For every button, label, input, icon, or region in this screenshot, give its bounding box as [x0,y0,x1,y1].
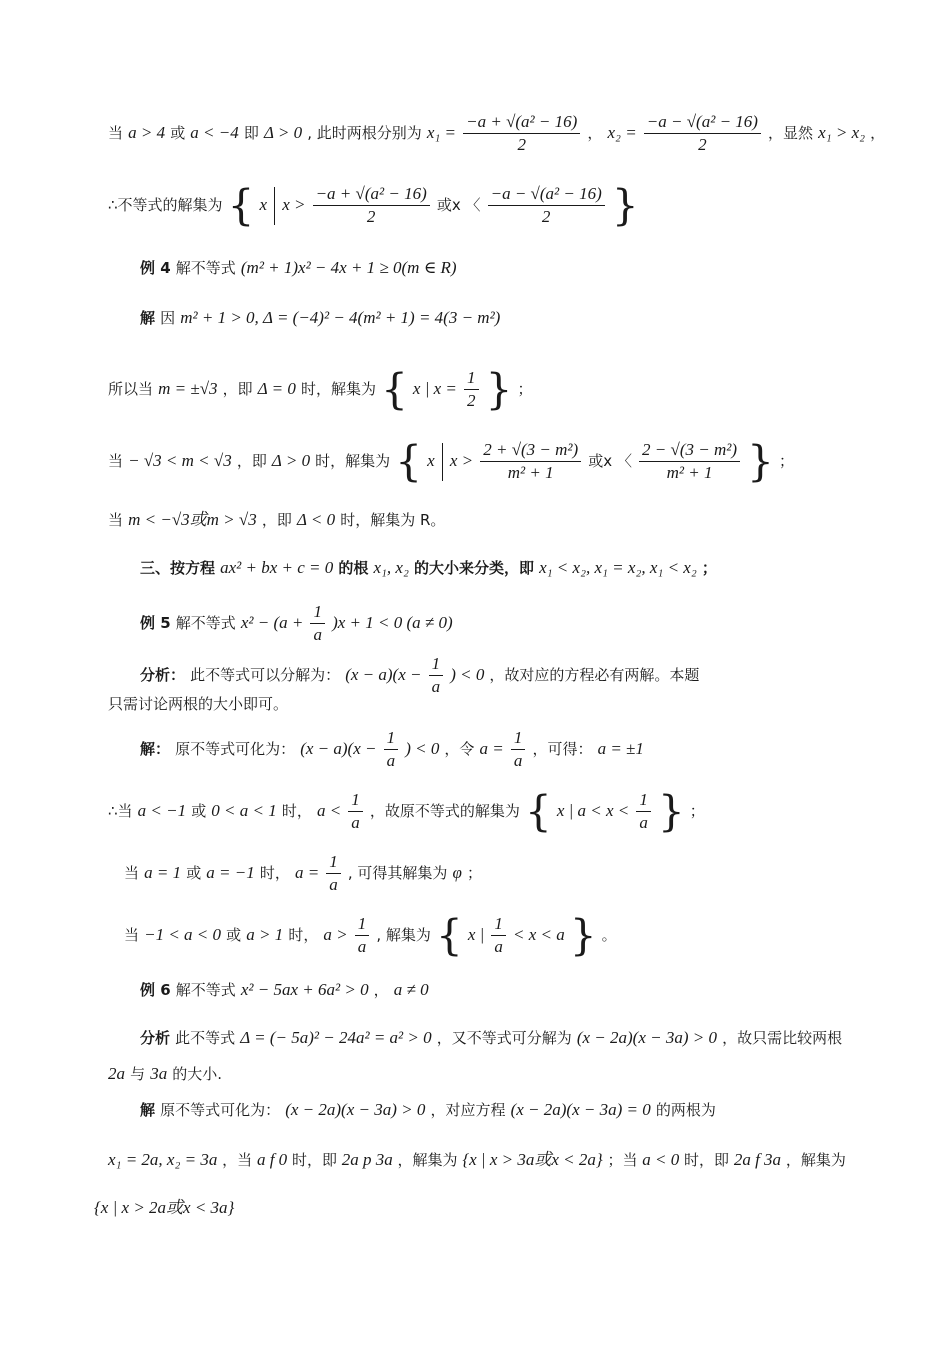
text-line [0,306,950,330]
text: ，又不等式可分解为 [436,1029,572,1047]
text-line [0,602,950,645]
text: 或 [170,124,186,142]
fraction [639,440,740,483]
fraction [511,728,526,771]
fraction [488,184,605,227]
solution-label: 解： [140,740,171,758]
math: x² − 5ax + 6a² > 0 [240,980,369,999]
text: 解不等式 [175,981,236,999]
fraction [463,112,580,155]
fraction [313,184,430,227]
math: {x | x > 3a或x < 2a} [462,1150,603,1169]
text-line [0,654,950,697]
math: a = ±1 [597,739,644,758]
math: x | a < x < [556,801,630,820]
text: 。 [601,926,617,944]
numerator: 1 [310,602,325,624]
text: ， [373,981,389,999]
solution-label: 解 [140,1101,156,1119]
text: ， [870,124,886,142]
left-brace: { [381,364,408,414]
text: ，即 [236,452,267,470]
denominator: a [494,937,503,956]
text: 或 [186,864,202,882]
text: , 可得其解集为 [347,864,448,882]
math: (x − 2a)(x − 3a) = 0 [510,1100,651,1119]
math: Δ > 0 [271,451,311,470]
math: (x − 2a)(x − 3a) > 0 [576,1028,717,1047]
denominator: a [513,751,523,770]
math: )x + 1 < 0 (a ≠ 0) [332,613,453,632]
text: ； [689,802,705,820]
math: (x − a)(x − [300,739,377,758]
math: x₁ = [426,123,457,142]
math: a = [294,863,320,882]
text: 因 [160,309,176,327]
denominator: 2 [541,207,551,226]
text: ； [517,380,533,398]
text-line [0,1148,950,1172]
fraction [491,914,506,957]
math: (x − 2a)(x − 3a) > 0 [285,1100,426,1119]
text-line [0,910,950,960]
math: x > [282,195,306,214]
numerator: −a + √(a² − 16) [313,184,430,206]
text: 所以当 [108,380,154,398]
math: (x − a)(x − [345,665,422,684]
denominator: 2 [698,135,707,154]
text-line [0,978,950,1002]
text: 解不等式 [175,259,236,277]
denominator: a [431,677,441,696]
denominator: a [351,813,360,832]
numerator: 2 − √(3 − m²) [639,440,740,462]
fraction [384,728,399,771]
text: ，令 [444,740,475,758]
text: ，显然 [768,124,814,142]
text: 时，解集为 R。 [340,511,446,529]
text: 当 [108,452,124,470]
math: {x | x > 2a或x < 3a} [94,1198,235,1217]
text: ； [701,559,717,577]
text: ，对应方程 [430,1101,506,1119]
math: a f 0 [256,1150,288,1169]
text: 三、按方程 [140,559,216,577]
fraction [464,368,479,411]
text: 原不等式可化为： [160,1101,281,1119]
math: m < −√3或m > √3 [128,510,257,529]
numerator: 1 [511,728,526,750]
text: ，即 [261,511,292,529]
math: x > [449,451,474,470]
text: 的大小. [172,1065,223,1083]
left-brace: { [227,180,255,230]
text-line [0,256,950,280]
text: 与 [130,1065,146,1083]
math: − √3 < m < √3 [128,451,232,470]
math: x₁ < x₂, x₁ = x₂, x₁ < x₂ [539,558,697,577]
denominator: a [639,813,648,832]
section-heading [0,556,950,580]
right-brace: } [611,180,639,230]
numerator: 1 [326,852,341,874]
fraction [429,654,444,697]
fraction [636,790,651,833]
denominator: a [329,875,338,894]
math: a = 1 [144,863,182,882]
numerator: 1 [429,654,444,676]
text: 当 [108,511,124,529]
numerator: 2 + √(3 − m²) [480,440,581,462]
text: 时， [259,864,290,882]
text: 的大小来分类，即 [413,559,534,577]
denominator: a [313,625,322,644]
text: ，故对应的方程必有两解。本题 [489,666,700,684]
text: 即 [243,124,259,142]
math: m = ±√3 [158,379,218,398]
math: a ≠ 0 [393,980,429,999]
text-line [0,180,950,230]
numerator: −a + √(a² − 16) [463,112,580,134]
numerator: 1 [464,368,479,390]
text-line [0,852,950,895]
text: ； [467,864,483,882]
text: 解不等式 [175,614,236,632]
text: ，即 [222,380,253,398]
math: a = [479,739,504,758]
analysis-label: 分析 [140,1029,171,1047]
left-brace: { [395,436,423,486]
math: x₁ = 2a, x₂ = 3a [108,1150,218,1169]
example-label: 例 5 [140,614,171,632]
denominator: 2 [366,207,376,226]
numerator: 1 [355,914,370,936]
analysis-label: 分析： [140,666,186,684]
math: ax² + bx + c = 0 [220,558,334,577]
denominator: 2 [467,391,476,410]
text-line [0,692,950,716]
text-line [0,436,950,486]
text: 时，解集为 [300,380,376,398]
text: 或x 〈 [588,452,632,470]
math: < x < a [512,925,565,944]
math: a < −4 [190,123,239,142]
math: ) < 0 [450,665,485,684]
text: ，故只需比较两根 [722,1029,843,1047]
text: 或x 〈 [436,196,481,214]
denominator: m² + 1 [666,463,713,482]
math: a = −1 [206,863,255,882]
text: 时，即 [291,1151,337,1169]
text-line [0,508,950,532]
solution-label: 解 [140,309,156,327]
math: x [427,451,435,470]
text: 时，即 [684,1151,730,1169]
text: 时， [288,926,319,944]
numerator: 1 [348,790,363,812]
math: a < [316,801,342,820]
math: x [259,195,268,214]
math: φ [452,863,462,882]
fraction [480,440,581,483]
math: 2a f 3a [733,1150,782,1169]
example-label: 例 4 [140,259,171,277]
math: x | [467,925,485,944]
text: ， [587,124,603,142]
text: 当 [124,864,140,882]
left-brace: { [435,910,463,960]
text: ，当 [222,1151,253,1169]
text: 当 [124,926,140,944]
text: , 解集为 [376,926,431,944]
text: 此不等式 [175,1029,236,1047]
math: x₁ > x₂ [818,123,866,142]
text-line [0,112,950,155]
text: ； [778,452,794,470]
math: ) < 0 [405,739,440,758]
math: Δ < 0 [296,510,336,529]
math: Δ = 0 [257,379,296,398]
text: 只需讨论两根的大小即可。 [108,695,289,713]
divider-bar [442,443,443,481]
numerator: −a − √(a² − 16) [488,184,605,206]
math: a > 1 [246,925,284,944]
text: , 此时两根分别为 [307,124,422,142]
text: 原不等式可化为： [175,740,296,758]
numerator: −a − √(a² − 16) [644,112,761,134]
text: 或 [191,802,207,820]
text-line [0,1026,950,1050]
text-line [0,364,950,414]
math: Δ = (− 5a)² − 24a² = a² > 0 [240,1028,432,1047]
denominator: 2 [517,135,526,154]
math: 3a [150,1064,168,1083]
text: 此不等式可以分解为： [190,666,341,684]
numerator: 1 [636,790,651,812]
text: ；当 [607,1151,638,1169]
fraction [355,914,370,957]
text: ，故原不等式的解集为 [369,802,520,820]
example-label: 例 6 [140,981,171,999]
text: 的两根为 [655,1101,716,1119]
text: 的根 [338,559,369,577]
right-brace: } [485,364,513,414]
math: 0 < a < 1 [211,801,277,820]
math: Δ > 0 [263,123,303,142]
math: a > 4 [128,123,166,142]
text-line [0,1196,950,1220]
text: ，解集为 [785,1151,846,1169]
numerator: 1 [491,914,506,936]
math: x | x = [412,379,457,398]
math: 2a [108,1064,125,1083]
text-line [0,1098,950,1122]
text: 时，解集为 [315,452,391,470]
text: ，可得： [532,740,593,758]
fraction [326,852,341,895]
math: a < 0 [642,1150,680,1169]
math: (m² + 1)x² − 4x + 1 ≥ 0(m ∈ R) [240,258,457,277]
text-line [0,728,950,771]
math: a > [323,925,348,944]
denominator: a [386,751,396,770]
text: 或 [226,926,242,944]
right-brace: } [657,786,685,836]
text: ，解集为 [397,1151,458,1169]
divider-bar [274,187,275,225]
right-brace: } [747,436,774,486]
math: 2a p 3a [341,1150,393,1169]
fraction [348,790,363,833]
denominator: m² + 1 [507,463,554,482]
math: x₂ = [607,123,637,142]
left-brace: { [524,786,552,836]
numerator: 1 [384,728,399,750]
fraction [644,112,761,155]
fraction [310,602,325,645]
text: ∴当 [108,802,133,820]
math: a < −1 [137,801,187,820]
text-line [0,786,950,836]
text: 当 [108,124,124,142]
math: −1 < a < 0 [144,925,222,944]
denominator: a [357,937,367,956]
math: x² − (a + [240,613,304,632]
text-line [0,1062,950,1086]
text: ∴不等式的解集为 [108,196,223,214]
right-brace: } [569,910,597,960]
text: 时， [281,802,312,820]
math: x₁, x₂ [373,558,409,577]
math: m² + 1 > 0, Δ = (−4)² − 4(m² + 1) = 4(3 − m²) [180,308,501,327]
